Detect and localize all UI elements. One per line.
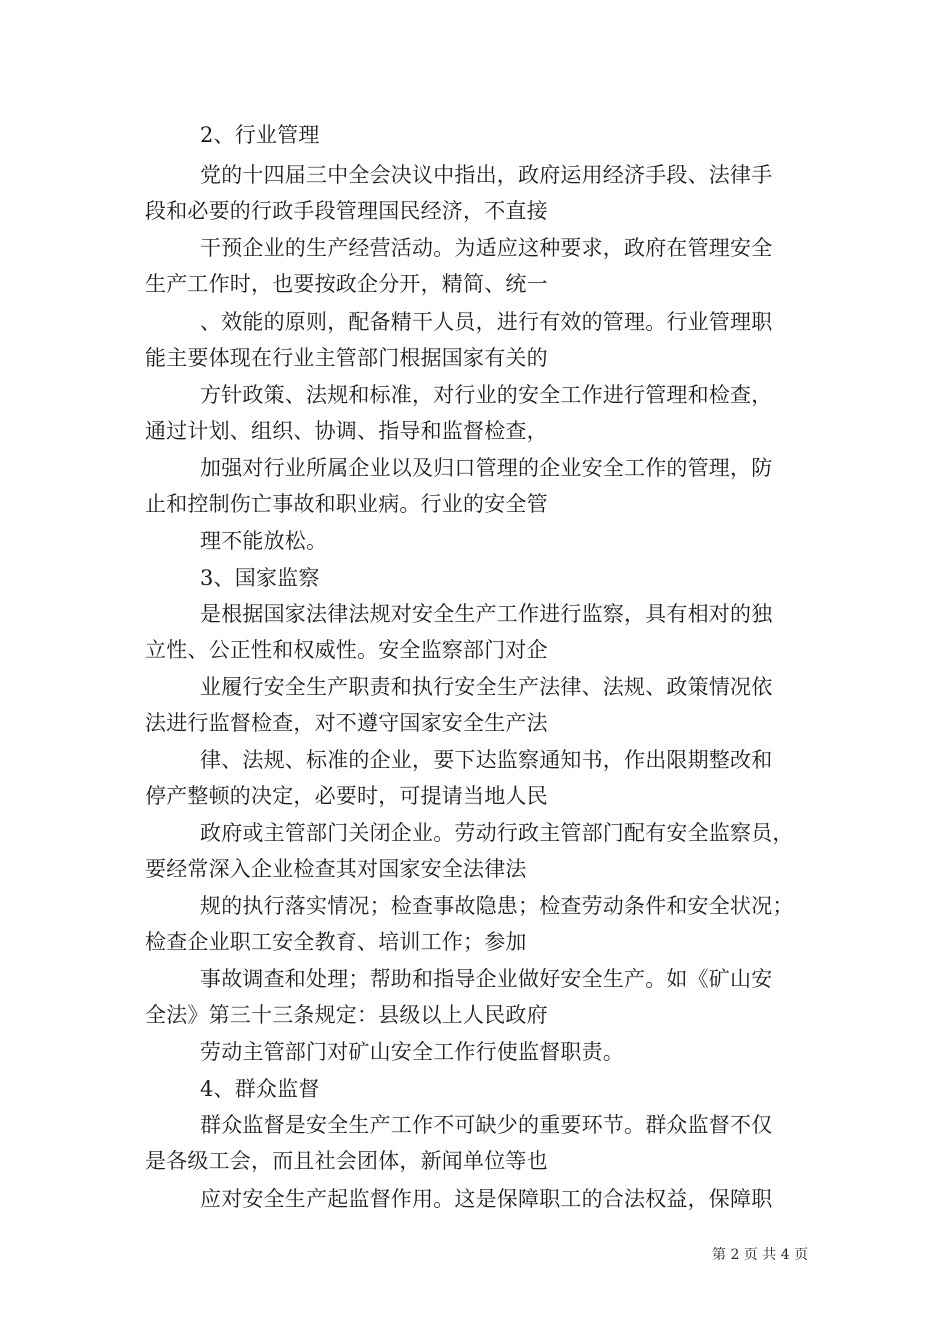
paragraph-line: 理不能放松。 [200,529,328,553]
paragraph-line: 劳动主管部门对矿山安全工作行使监督职责。 [200,1040,624,1064]
paragraph-line: 、效能的原则，配备精干人员，进行有效的管理。行业管理职 [200,310,773,334]
paragraph-line: 加强对行业所属企业以及归口管理的企业安全工作的管理，防 [200,456,773,480]
paragraph-line: 党的十四届三中全会决议中指出，政府运用经济手段、法律手 [200,163,773,187]
paragraph-line: 段和必要的行政手段管理国民经济，不直接 [145,199,548,223]
paragraph-line: 立性、公正性和权威性。安全监察部门对企 [145,638,548,662]
paragraph-line: 政府或主管部门关闭企业。劳动行政主管部门配有安全监察员， [200,821,794,845]
paragraph-line: 生产工作时，也要按政企分开，精简、统一 [145,272,548,296]
paragraph-line: 群众监督是安全生产工作不可缺少的重要环节。群众监督不仅 [200,1113,773,1137]
page-number-footer: 第 2 页 共 4 页 [712,1247,809,1263]
section-heading: 2、行业管理 [200,123,320,147]
paragraph-line: 业履行安全生产职责和执行安全生产法律、法规、政策情况依 [200,675,773,699]
paragraph-line: 应对安全生产起监督作用。这是保障职工的合法权益，保障职 [200,1187,773,1211]
paragraph-line: 干预企业的生产经营活动。为适应这种要求，政府在管理安全 [200,236,773,260]
paragraph-line: 通过计划、组织、协调、指导和监督检查， [145,419,548,443]
paragraph-line: 规的执行落实情况；检查事故隐患；检查劳动条件和安全状况； [200,894,794,918]
paragraph-line: 是根据国家法律法规对安全生产工作进行监察，具有相对的独 [200,602,773,626]
paragraph-line: 停产整顿的决定，必要时，可提请当地人民 [145,784,548,808]
section-heading: 4、群众监督 [200,1077,320,1101]
paragraph-line: 能主要体现在行业主管部门根据国家有关的 [145,346,548,370]
paragraph-line: 事故调查和处理；帮助和指导企业做好安全生产。如《矿山安 [200,967,773,991]
paragraph-line: 律、法规、标准的企业，要下达监察通知书，作出限期整改和 [200,748,773,772]
paragraph-line: 是各级工会，而且社会团体，新闻单位等也 [145,1149,548,1173]
paragraph-line: 要经常深入企业检查其对国家安全法律法 [145,857,527,881]
section-heading: 3、国家监察 [200,566,320,590]
paragraph-line: 止和控制伤亡事故和职业病。行业的安全管 [145,492,548,516]
paragraph-line: 全法》第三十三条规定：县级以上人民政府 [145,1003,548,1027]
paragraph-line: 法进行监督检查，对不遵守国家安全生产法 [145,711,548,735]
paragraph-line: 方针政策、法规和标准，对行业的安全工作进行管理和检查， [200,383,773,407]
paragraph-line: 检查企业职工安全教育、培训工作；参加 [145,930,527,954]
